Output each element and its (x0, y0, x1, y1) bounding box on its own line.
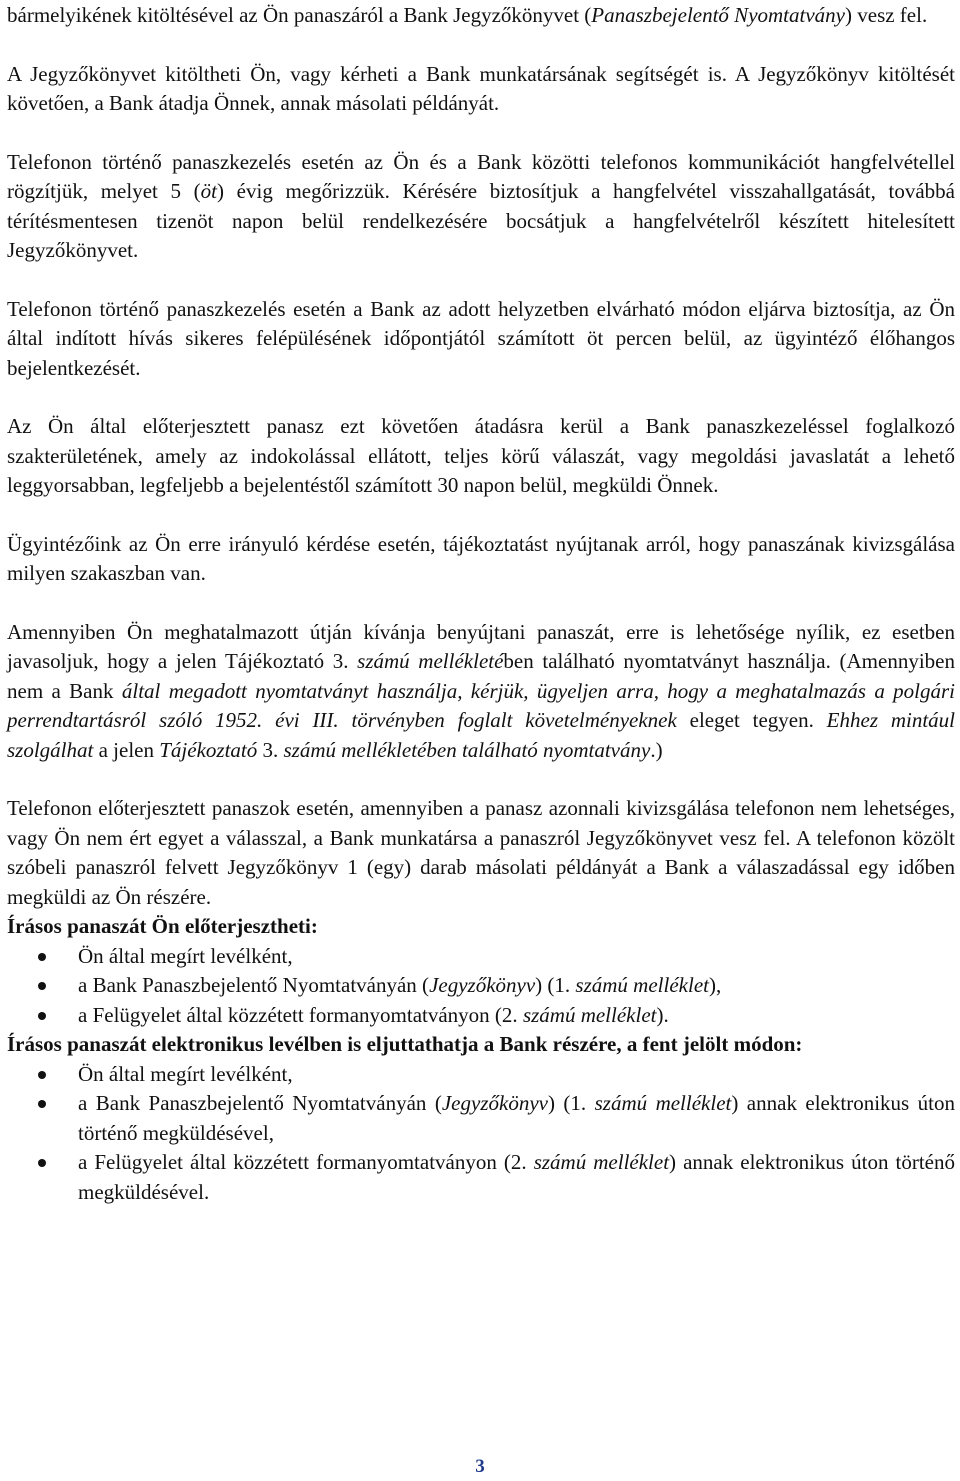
text-run: ben található nyomtatványt használja. (Amennyiben nem a Bank (7, 649, 955, 703)
bullet-icon (38, 1100, 46, 1108)
text-run: .) (650, 737, 663, 762)
bullet-icon (38, 1012, 46, 1020)
paragraph-complaint-processing: Az Ön által előterjesztett panasz ezt követően átadásra kerül a Bank panaszkezeléssel foglalkozó szakterületének, amely az indokolással ellátott, teljes körű válaszát, vagy megoldási javaslatát a lehető leggyorsabban, legfeljebb a bejelentéstől számított 30 napon belül, megküldi Önnek. (7, 414, 955, 497)
paragraph-protocol-fill: A Jegyzőkönyvet kitöltheti Ön, vagy kérheti a Bank munkatársának segítségét is. A Jegyzőkönyv kitöltését követően, a Bank átadja Önnek, annak másolati példányát. (7, 61, 955, 115)
section-heading-written-complaint: Írásos panaszát Ön előterjesztheti: (7, 914, 318, 938)
list-item (7, 942, 955, 972)
text-run: Ön által megírt levélként, (78, 1061, 293, 1086)
text-run-italic: számú mellékleté (357, 649, 504, 673)
paragraph-authorized-representative (7, 618, 955, 766)
text-run: ). (656, 1002, 669, 1027)
text-run: ) évig megőrizzük. Kérésére biztosítjuk a hangfelvétel visszahallgatását, továbbá térítésmentesen tizenöt napon belül rendelkezésére bocsátjuk a hangfelvételről készített hitelesített Jegyzőkönyvet. (7, 179, 955, 262)
paragraph-status-inquiry: Ügyintézőink az Ön erre irányuló kérdése esetén, tájékoztatást nyújtanak arról, hogy panaszának kivizsgálása milyen szakaszban van. (7, 531, 955, 585)
bullet-icon (38, 953, 46, 961)
text-run: ) (1. (547, 1091, 595, 1115)
text-run-italic: számú melléklet (533, 1150, 670, 1174)
section-heading-electronic-complaint: Írásos panaszát elektronikus levélben is eljuttathatja a Bank részére, a fent jelölt módon: (7, 1032, 803, 1056)
list-item (7, 971, 955, 1001)
paragraph-phone-recording (7, 148, 955, 266)
bullet-list-electronic-complaint (7, 1060, 955, 1208)
text-run: ) annak elektronikus úton történő megküldésével, (78, 1091, 955, 1145)
page-number: 3 (475, 1456, 485, 1477)
text-run-italic: által megadott nyomtatványt használja, kérjük, ügyeljen arra, hogy a meghatalmazás a polgári perrendtartásról szóló 1952. évi III. törvényben foglalt követelményeknek (7, 678, 956, 732)
text-run: ), (708, 973, 722, 997)
text-run: a Felügyelet által közzétett formanyomtatványon (2. (78, 1150, 534, 1174)
text-run-italic: Panaszbejelentő Nyomtatvány (591, 3, 845, 27)
text-run: ) annak elektronikus úton történő megküldésével. (78, 1150, 955, 1204)
text-run-italic: Jegyzőkönyv (429, 973, 536, 997)
bullet-icon (38, 1159, 46, 1167)
text-run-italic: számú mellékletében található nyomtatvány (283, 737, 651, 762)
text-run: Amennyiben Ön meghatalmazott útján kívánja benyújtani panaszát, erre is lehetősége nyílik, ez esetben javasoljuk, hogy a jelen Tájékoztató 3. (7, 619, 955, 673)
text-run: a Felügyelet által közzétett formanyomtatványon (2. (78, 1002, 523, 1027)
text-run-italic: Tájékoztató (159, 737, 258, 762)
text-run: ) vesz fel. (845, 3, 928, 27)
text-run-italic: Jegyzőkönyv (441, 1091, 548, 1115)
list-item (7, 1089, 955, 1148)
paragraph-protocol-intro (7, 1, 955, 31)
text-run: a Bank Panaszbejelentő Nyomtatványán ( (78, 973, 430, 997)
text-run: Ön által megírt levélként, (78, 943, 293, 968)
text-run-italic: Ehhez mintául szolgálhat (7, 708, 955, 762)
text-run: a Bank Panaszbejelentő Nyomtatványán ( (78, 1091, 442, 1115)
list-item (7, 1060, 955, 1090)
paragraph-phone-protocol: Telefonon előterjesztett panaszok esetén, amennyiben a panasz azonnali kivizsgálása telefonon nem lehetséges, vagy Ön nem ért egyet a válasszal, a Bank munkatársa a panaszról Jegyzőkönyvet vesz fel. A telefonon közölt szóbeli panaszról felvett Jegyzőkönyv 1 (egy) darab másolati példányát a Bank a válaszadással egy időben megküldi az Ön részére. (7, 796, 955, 909)
list-item (7, 1001, 955, 1031)
list-item (7, 1148, 955, 1207)
text-run: bármelyikének kitöltésével az Ön panaszáról a Bank Jegyzőkönyvet ( (7, 3, 592, 27)
document-page (7, 0, 955, 1481)
text-run: a jelen (93, 737, 160, 762)
text-run: Telefonon történő panaszkezelés esetén az Ön és a Bank közötti telefonos kommunikációt hangfelvétellel rögzítjük, melyet 5 ( (7, 149, 955, 203)
text-run: ) (1. (535, 973, 576, 997)
bullet-icon (38, 1071, 46, 1079)
text-run: eleget tegyen. (676, 708, 827, 732)
bullet-list-written-complaint (7, 942, 955, 1031)
bullet-icon (38, 982, 46, 990)
text-run-italic: számú melléklet (594, 1091, 732, 1115)
text-run-italic: számú melléklet (522, 1002, 657, 1027)
paragraph-phone-response-time: Telefonon történő panaszkezelés esetén a Bank az adott helyzetben elvárható módon eljárva biztosítja, az Ön által indított hívás sikeres felépülésének időpontjától számított öt percen belül, az ügyintéző élőhangos bejelentkezését. (7, 296, 955, 380)
text-run-italic: számú melléklet (575, 973, 709, 997)
text-run: 3. (257, 737, 284, 762)
text-run-italic: öt (200, 179, 218, 203)
